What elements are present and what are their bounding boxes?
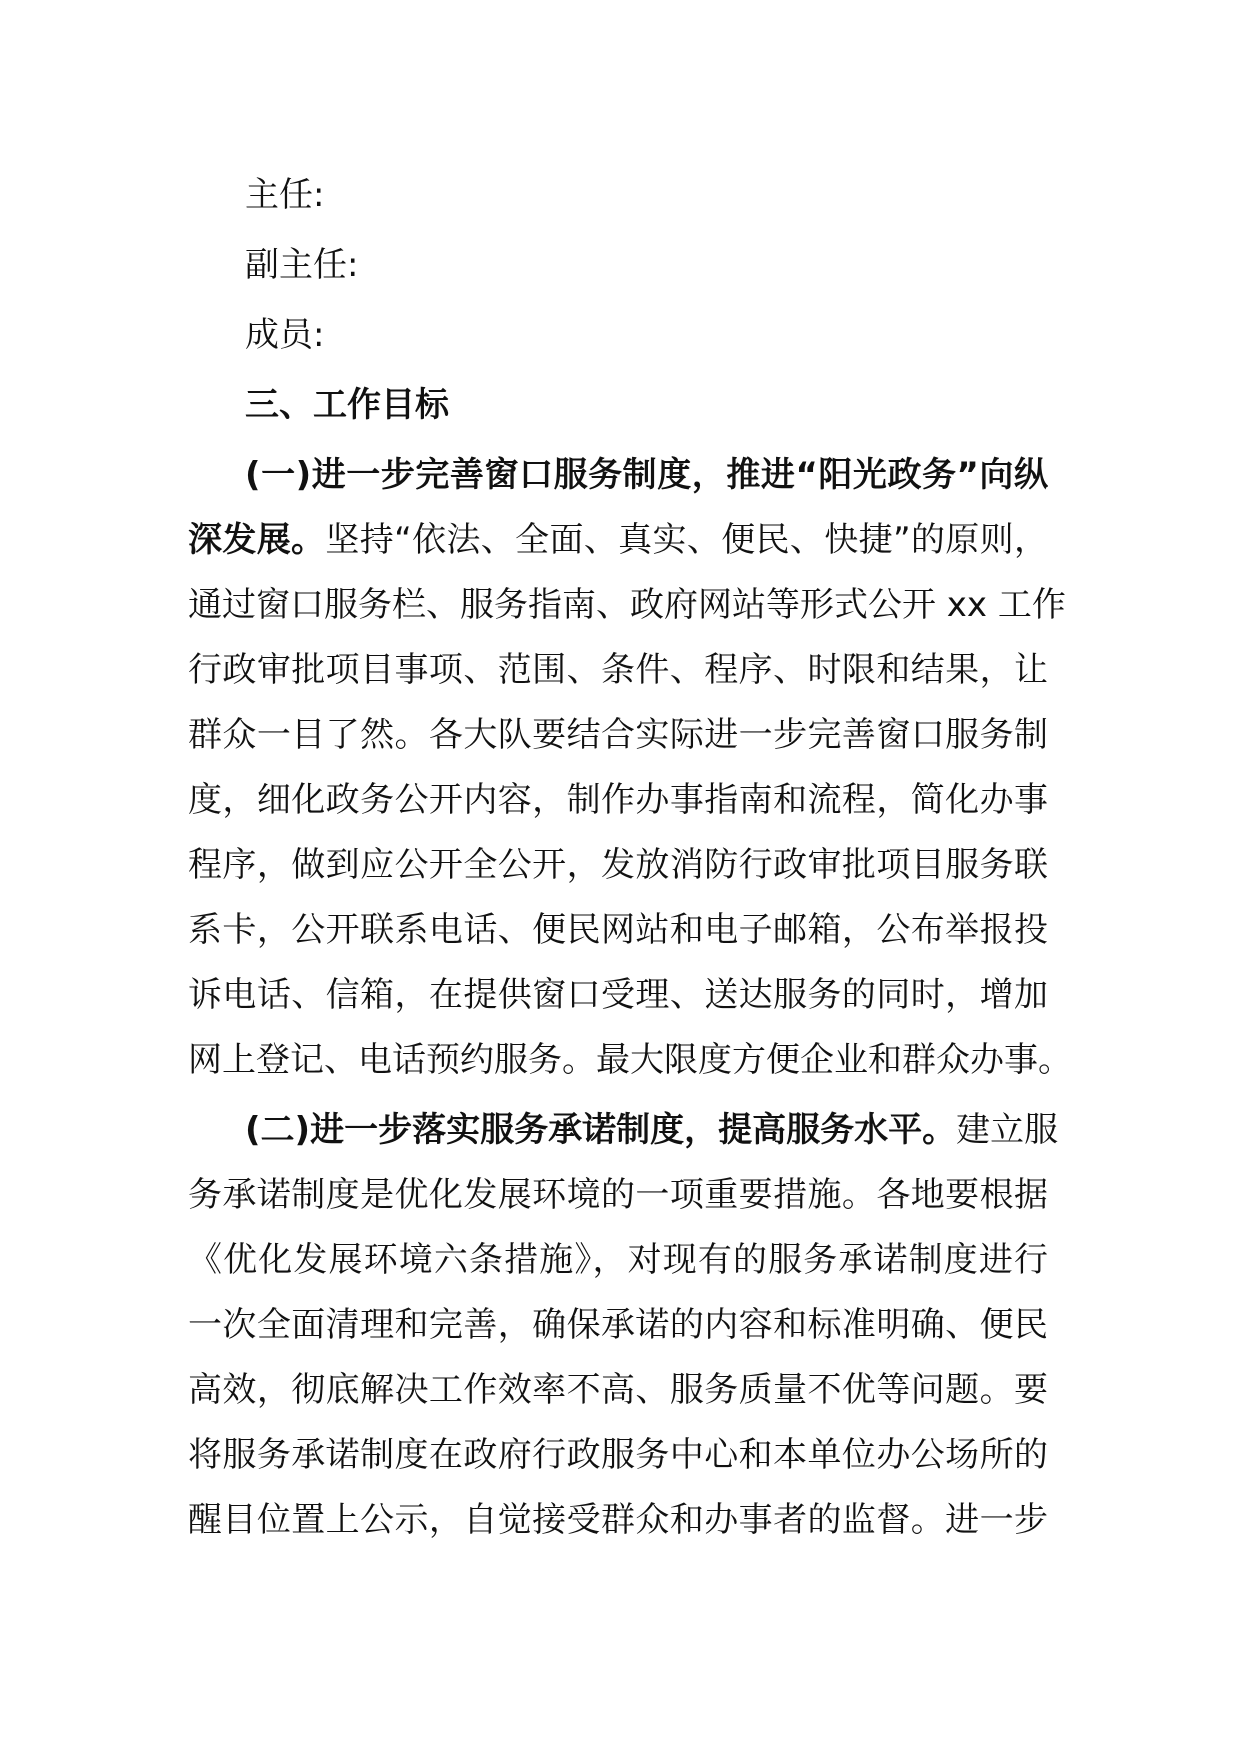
- para1-line-3: 行政审批项目事项、范围、条件、程序、时限和结果，让: [188, 650, 1048, 690]
- committee-deputy-director: 副主任:: [245, 245, 359, 285]
- para1-line-6: 程序，做到应公开全公开，发放消防行政审批项目服务联: [188, 845, 1048, 885]
- para1-line-2: 通过窗口服务栏、服务指南、政府网站等形式公开 xx 工作: [188, 585, 1066, 625]
- para1-line-4: 群众一目了然。各大队要结合实际进一步完善窗口服务制: [188, 715, 1048, 755]
- para1-bold-lead-line2: 深发展。: [188, 520, 326, 560]
- para1-bold-lead-line1: (一)进一步完善窗口服务制度，推进“阳光政务”向纵: [245, 455, 1048, 495]
- section-heading: 三、工作目标: [245, 385, 449, 425]
- para2-line-4: 高效，彻底解决工作效率不高、服务质量不优等问题。要: [188, 1370, 1048, 1410]
- para2-line-1: 务承诺制度是优化发展环境的一项重要措施。各地要根据: [188, 1175, 1048, 1215]
- committee-members: 成员:: [245, 315, 325, 355]
- para1-line-1: [188, 520, 1048, 560]
- para2-line-6: 醒目位置上公示，自觉接受群众和办事者的监督。进一步: [188, 1500, 1048, 1540]
- para2-line-5: 将服务承诺制度在政府行政服务中心和本单位办公场所的: [188, 1435, 1048, 1475]
- para2-line-0: [245, 1110, 1059, 1150]
- committee-director: 主任:: [245, 175, 325, 215]
- para1-line-7: 系卡，公开联系电话、便民网站和电子邮箱，公布举报投: [188, 910, 1048, 950]
- para1-line-1-rest: 坚持“依法、全面、真实、便民、快捷”的原则，: [325, 520, 1048, 560]
- para2-bold-lead: (二)进一步落实服务承诺制度，提高服务水平。: [245, 1110, 957, 1150]
- para1-line-5: 度，细化政务公开内容，制作办事指南和流程，简化办事: [188, 780, 1048, 820]
- para1-line-9: 网上登记、电话预约服务。最大限度方便企业和群众办事。: [188, 1040, 1072, 1080]
- para2-line-2: 《优化发展环境六条措施》，对现有的服务承诺制度进行: [188, 1240, 1048, 1280]
- para2-line-0-rest: 建立服: [956, 1110, 1059, 1150]
- para1-line-8: 诉电话、信箱，在提供窗口受理、送达服务的同时，增加: [188, 975, 1048, 1015]
- para2-line-3: 一次全面清理和完善，确保承诺的内容和标准明确、便民: [188, 1305, 1048, 1345]
